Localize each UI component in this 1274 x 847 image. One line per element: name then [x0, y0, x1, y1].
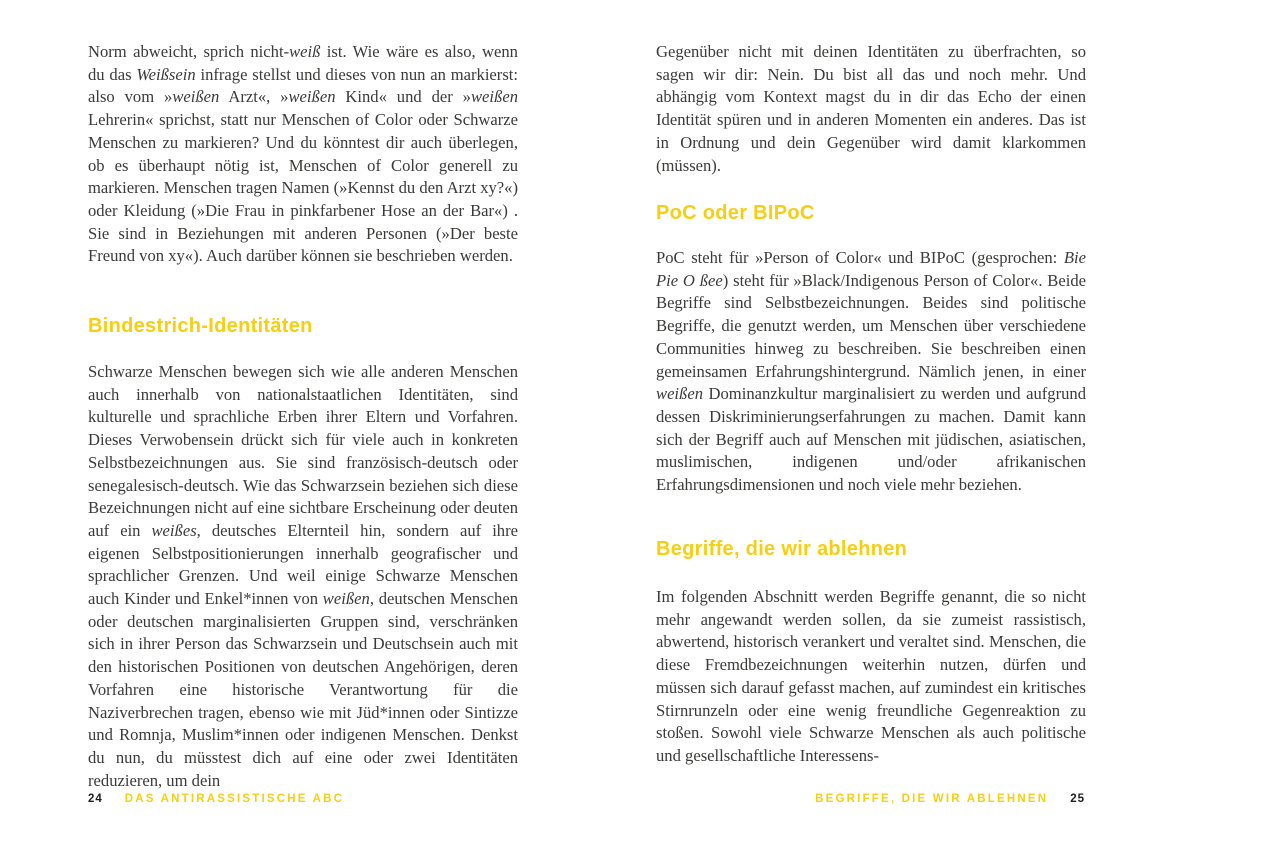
body-paragraph-continuation: Norm abweicht, sprich nicht-weiß ist. Wie wäre es also, wenn du das Weißsein infrage stellst und dieses von nun an markierst: also vom »weißen Arzt«, »weißen Kind« und der »weißen Lehrerin« sprichst, statt nur Menschen of Color oder Schwarze Menschen zu markieren? Und du könntest dir auch überlegen, ob es überhaupt nötig ist, Menschen of Color generell zu markieren. Menschen tragen Namen (»Kennst du den Arzt xy?«) oder Kleidung (»Die Frau in pinkfarbener Hose an der Bar«) . Sie sind in Beziehungen mit anderen Personen (»Der beste Freund von xy«). Auch darüber können sie beschrieben werden.: [88, 42, 518, 266]
page-number: 25: [1070, 793, 1085, 805]
section-heading-poc-oder-bipoc: PoC oder BIPoC: [656, 202, 815, 224]
running-title: BEGRIFFE, DIE WIR ABLEHNEN: [815, 793, 1049, 805]
body-paragraph-continuation: Gegenüber nicht mit deinen Identitäten zu überfrachten, so sagen wir dir: Nein. Du bist all das und noch mehr. Und abhängig vom Kontext magst du in dir das Echo der einen Identität spüren und in anderen Momenten ein anderes. Das ist in Ordnung und dein Gegenüber wird damit klarkommen (müssen).: [656, 42, 1086, 175]
page-number: 24: [88, 793, 103, 805]
body-paragraph: PoC steht für »Person of Color« und BIPoC (gesprochen: Bie Pie O ßee) steht für »Black/Indigenous Person of Color«. Beide Begriffe sind Selbstbezeichnungen. Beides sind politische Begriffe, die genutzt werden, um Menschen über verschiedene Communities hinweg zu beschreiben. Sie beschreiben einen gemeinsamen Erfahrungshintergrund. Nämlich jenen, in einer weißen Dominanzkultur marginalisiert zu werden und aufgrund dessen Diskriminierungserfahrungen zu machen. Damit kann sich der Begriff auch auf Menschen mit jüdischen, asiatischen, muslimischen, indigenen und/oder afrikanischen Erfahrungsdimensionen und noch viele mehr beziehen.: [656, 248, 1086, 495]
section-heading-begriffe-die-wir-ablehnen: Begriffe, die wir ablehnen: [656, 538, 908, 560]
running-title: DAS ANTIRASSISTISCHE ABC: [124, 793, 345, 805]
body-paragraph: Im folgenden Abschnitt werden Begriffe genannt, die so nicht mehr angewandt werden sollen, da sie zumeist rassistisch, abwertend, historisch verankert und veraltet sind. Menschen, die diese Fremdbezeichnungen weiterhin nutzen, dürfen und müssen sich darauf gefasst machen, auf zumindest ein kritisches Stirnrunzeln oder eine wenig freundliche Gegenreaktion zu stoßen. Sowohl viele Schwarze Menschen als auch politische und gesellschaftliche Interessens-: [656, 587, 1086, 765]
body-paragraph: Schwarze Menschen bewegen sich wie alle anderen Menschen auch innerhalb von nationalstaatlichen Identitäten, sind kulturelle und sprachliche Erben ihrer Eltern und Vorfahren. Dieses Verwobensein drückt sich für viele auch in konkreten Selbstbezeichnungen aus. Sie sind französisch-deutsch oder senegalesisch-deutsch. Wie das Schwarzsein beziehen sich diese Bezeichnungen nicht auf eine sichtbare Erscheinung oder deuten auf ein weißes, deutsches Elternteil hin, sondern auf ihre eigenen Selbstpositionierungen innerhalb geografischer und sprachlicher Grenzen. Und weil einige Schwarze Menschen auch Kinder und Enkel*innen von weißen, deutschen Menschen oder deutschen marginalisierten Gruppen sind, verschränken sich in ihrer Person das Schwarzsein und Deutschsein auch mit den historischen Positionen von deutschen Angehörigen, deren Vorfahren eine historische Verantwortung für die Naziverbrechen tragen, ebenso wie mit Jüd*innen oder Sintizze und Romnja, Muslim*innen oder indigenen Menschen. Denkst du nun, du müsstest dich auf eine oder zwei Identitäten reduzieren, um dein: [88, 362, 519, 790]
page-footer-left: [88, 793, 344, 805]
page-footer-right: [815, 793, 1085, 805]
section-heading-bindestrich-identitaeten: Bindestrich-Identitäten: [88, 315, 313, 337]
